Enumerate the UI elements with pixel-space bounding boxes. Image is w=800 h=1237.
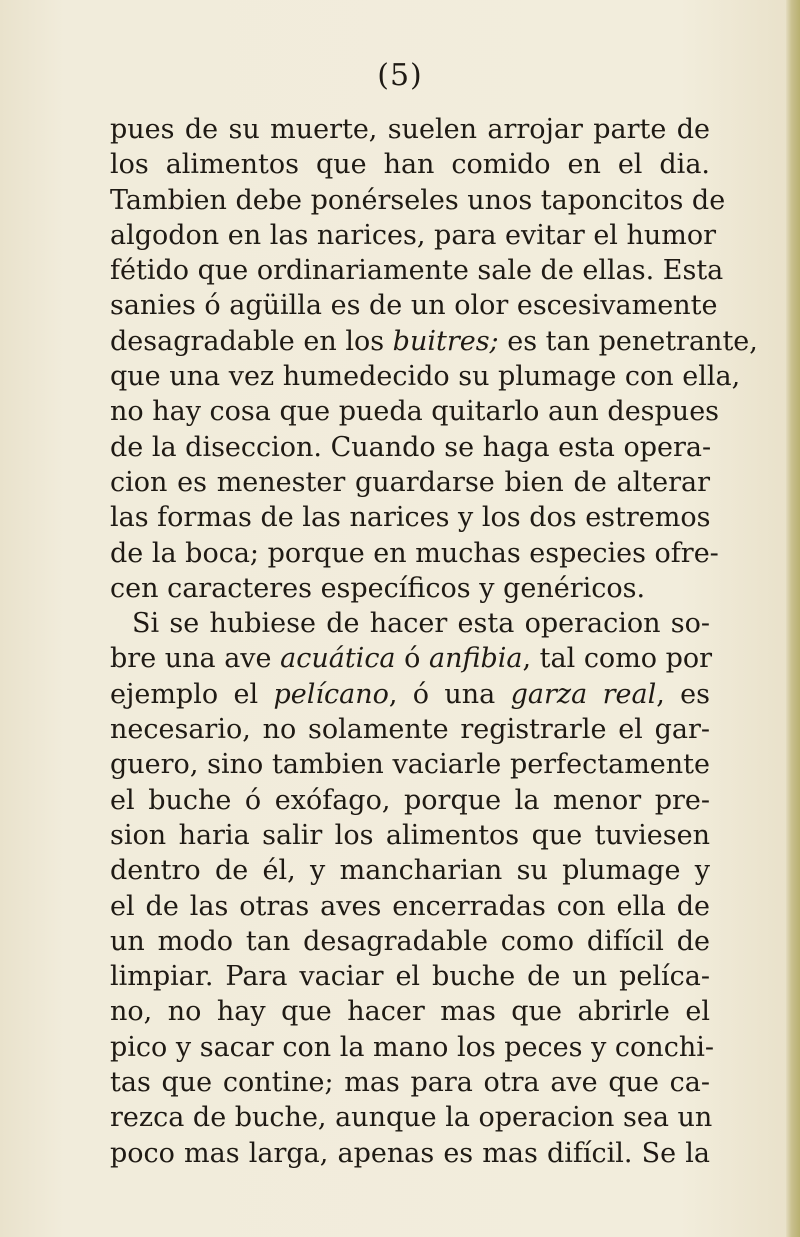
text-line: tas que contine; mas para otra ave que ca- — [110, 1067, 710, 1099]
text-line: dentro de él, y mancharian su plumage y — [110, 855, 710, 887]
body-text — [110, 112, 758, 1171]
text-line: Si se hubiese de hacer esta operacion so- — [132, 608, 710, 640]
text-line: fétido que ordinariamente sale de ellas. Esta — [110, 255, 724, 287]
italic-term: buitres; — [392, 325, 499, 357]
italic-term: garza real — [510, 678, 657, 710]
text-segment: , ó una — [388, 678, 511, 710]
text-line: sion haria salir los alimentos que tuviesen — [110, 819, 710, 851]
text-line: pico y sacar con la mano los peces y conchi- — [110, 1031, 714, 1063]
text-line: cen caracteres específicos y genéricos. — [110, 572, 646, 604]
text-segment: ó — [395, 643, 429, 675]
text-line: limpiar. Para vaciar el buche de un pelíca- — [110, 961, 710, 993]
text-line: Tambien debe ponérseles unos taponcitos de — [110, 184, 726, 216]
text-line: un modo tan desagradable como difícil de — [110, 925, 710, 957]
text-line: algodon en las narices, para evitar el humor — [110, 219, 717, 251]
text-segment: desagradable en los — [110, 325, 393, 357]
text-segment: , es — [656, 678, 711, 710]
text-line: rezca de buche, aunque la operacion sea un — [110, 1102, 713, 1134]
text-line: cion es menester guardarse bien de alterar — [110, 466, 710, 498]
page-edge — [786, 0, 800, 1237]
text-line: el buche ó exófago, porque la menor pre- — [110, 784, 710, 816]
text-line: de la diseccion. Cuando se haga esta opera- — [110, 431, 712, 463]
text-segment: ejemplo el — [110, 678, 274, 710]
text-line — [110, 677, 710, 712]
text-line: no, no hay que hacer mas que abrirle el — [110, 996, 710, 1028]
italic-term: acuática — [280, 643, 396, 675]
text-line: los alimentos que han comido en el dia. — [110, 149, 710, 181]
text-segment: bre una ave — [110, 643, 281, 675]
text-line: necesario, no solamente registrarle el gar- — [110, 714, 710, 746]
text-line: de la boca; porque en muchas especies ofre- — [110, 537, 719, 569]
text-segment: , tal como por — [522, 643, 713, 675]
text-line: que una vez humedecido su plumage con ella, — [110, 361, 741, 393]
text-segment: es tan penetrante, — [498, 325, 758, 357]
text-line: el de las otras aves encerradas con ella de — [110, 890, 710, 922]
text-line — [110, 324, 758, 359]
text-line: poco mas larga, apenas es mas difícil. Se la — [110, 1137, 710, 1169]
text-line: no hay cosa que pueda quitarlo aun despues — [110, 396, 720, 428]
page-number: (5) — [377, 58, 423, 93]
text-line: guero, sino tambien vaciarle perfectamente — [110, 749, 710, 781]
italic-term: pelícano — [273, 678, 389, 710]
text-line: pues de su muerte, suelen arrojar parte de — [110, 114, 710, 145]
text-line: sanies ó agüilla es de un olor escesivamente — [110, 290, 718, 322]
text-line — [110, 641, 713, 676]
text-line: las formas de las narices y los dos estremos — [110, 502, 711, 534]
italic-term: anfibia — [428, 643, 523, 675]
